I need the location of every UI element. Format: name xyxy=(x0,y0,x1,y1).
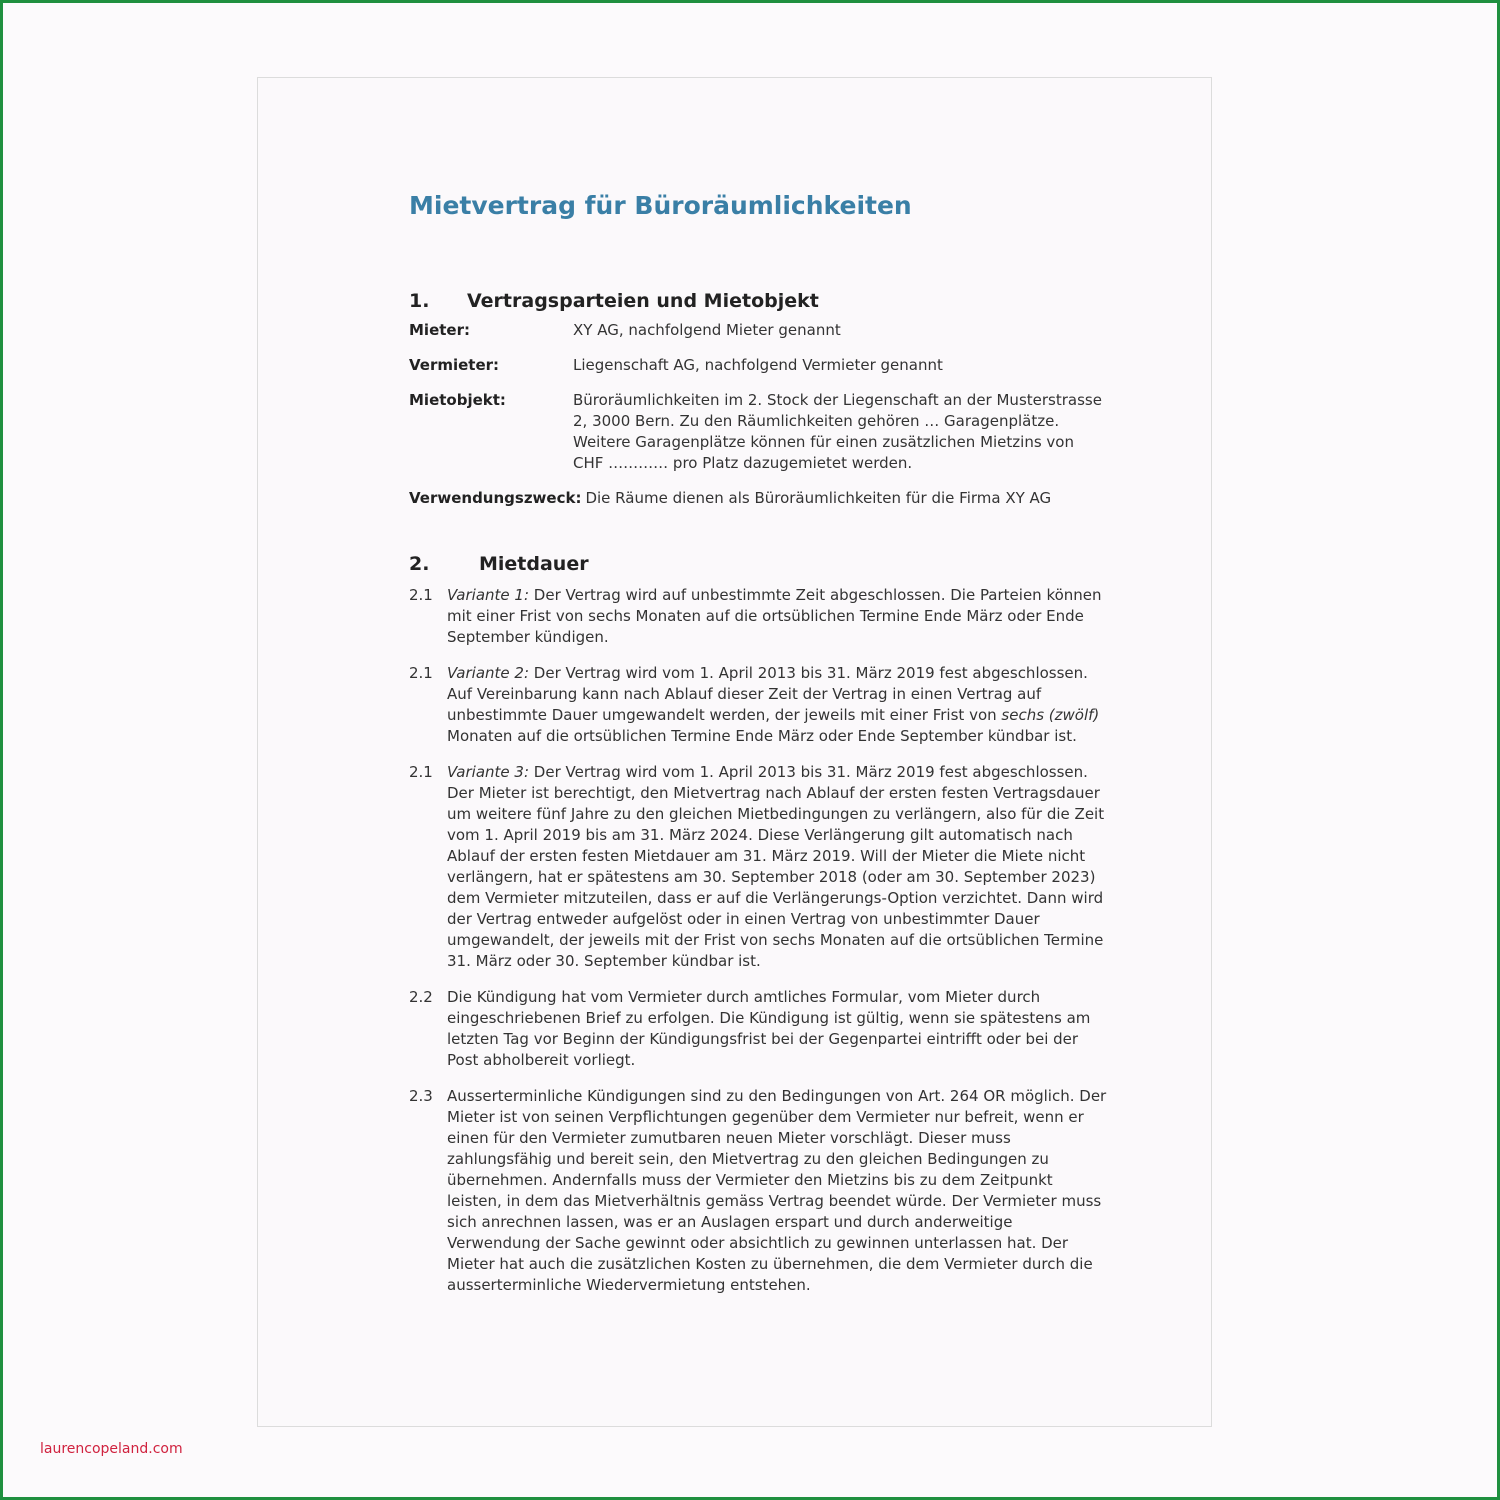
field-verwendungszweck xyxy=(409,488,1109,509)
document-title: Mietvertrag für Büroräumlichkeiten xyxy=(409,191,912,220)
variant-label: Variante 2: xyxy=(447,664,530,682)
clause-number: 2.3 xyxy=(409,1087,433,1105)
field-label: Mietobjekt: xyxy=(409,391,506,409)
watermark-text: laurencopeland.com xyxy=(40,1441,183,1457)
clause-text: Ausserterminliche Kündigungen sind zu den Bedingungen von Art. 264 OR möglich. Der Mieter ist von seinen Verpflichtungen gegenüber dem Vermieter nur befreit, wenn er einen für den Vermieter zumutbaren neuen Mieter vorschlägt. Dieser muss zahlungsfähig und bereit sein, den Mietvertrag zu den gleichen Bedingungen zu übernehmen. Andernfalls muss der Vermieter den Mietzins bis zu dem Zeitpunkt leisten, in dem das Mietverhältnis gemäss Vertrag beendet würde. Der Vermieter muss sich anrechnen lassen, was er an Auslagen erspart und durch anderweitige Verwendung der Sache gewinnt oder absichtlich zu gewinnen unterlassen hat. Der Mieter hat auch die zusätzlichen Kosten zu übernehmen, die dem Vermieter durch die ausserterminliche Wiedervermietung entstehen. xyxy=(447,1087,1107,1294)
clause-number: 2.2 xyxy=(409,988,433,1006)
clause-2-1-variant-3 xyxy=(409,762,1109,972)
section-number: 1. xyxy=(409,290,430,312)
field-value: Büroräumlichkeiten im 2. Stock der Liegenschaft an der Musterstrasse 2, 3000 Bern. Zu den Räumlichkeiten gehören … Garagenplätze. Weitere Garagenplätze können für einen zusätzlichen Mietzins von CHF ………… pro Platz dazugemietet werden. xyxy=(573,391,1102,472)
field-mieter xyxy=(409,320,1109,341)
section-heading-2 xyxy=(409,551,1109,577)
variant-label: Variante 3: xyxy=(447,763,530,781)
clause-2-3 xyxy=(409,1086,1109,1296)
variant-label: Variante 1: xyxy=(447,586,530,604)
emphasis-text: sechs (zwölf) xyxy=(1001,706,1100,724)
field-label: Mieter: xyxy=(409,321,470,339)
field-vermieter xyxy=(409,355,1109,376)
document-content xyxy=(409,188,1109,1296)
clause-body-end: Monaten auf die ortsüblichen Termine Ende März oder Ende September kündbar ist. xyxy=(447,727,1077,745)
clause-number: 2.1 xyxy=(409,664,433,682)
field-label: Verwendungszweck: xyxy=(409,489,582,507)
clause-number: 2.1 xyxy=(409,763,433,781)
field-value: Die Räume dienen als Büroräumlichkeiten für die Firma XY AG xyxy=(585,489,1052,507)
clause-body: Der Vertrag wird auf unbestimmte Zeit abgeschlossen. Die Parteien können mit einer Frist von sechs Monaten auf die ortsüblichen Termine Ende März oder Ende September kündigen. xyxy=(447,586,1102,646)
section-number: 2. xyxy=(409,553,430,575)
document-page xyxy=(257,77,1212,1427)
field-value: Liegenschaft AG, nachfolgend Vermieter genannt xyxy=(573,356,943,374)
clause-number: 2.1 xyxy=(409,586,433,604)
clause-text xyxy=(447,762,1109,972)
clause-2-2 xyxy=(409,987,1109,1071)
clause-body: Der Vertrag wird vom 1. April 2013 bis 31. März 2019 fest abgeschlossen. Auf Vereinbarung kann nach Ablauf dieser Zeit der Vertrag in einen Vertrag auf unbestimmte Dauer umgewandelt werden, der jeweils mit einer Frist von xyxy=(447,664,1088,724)
clause-body: Der Vertrag wird vom 1. April 2013 bis 31. März 2019 fest abgeschlossen. Der Mieter ist berechtigt, den Mietvertrag nach Ablauf der ersten festen Vertragsdauer um weitere fünf Jahre zu den gleichen Mietbedingungen zu verlängern, also für die Zeit vom 1. April 2019 bis am 31. März 2024. Diese Verlängerung gilt automatisch nach Ablauf der ersten festen Mietdauer am 31. März 2019. Will der Mieter die Miete nicht verlängern, hat er spätestens am 30. September 2018 (oder am 30. September 2023) dem Vermieter mitzuteilen, dass er auf die Verlängerungs-Option verzichtet. Dann wird der Vertrag entweder aufgelöst oder in einen Vertrag von unbestimmter Dauer umgewandelt, der jeweils mit der Frist von sechs Monaten auf die ortsüblichen Termine 31. März oder 30. September kündbar ist. xyxy=(447,763,1105,970)
section-heading-1 xyxy=(409,288,1109,314)
clause-text xyxy=(447,663,1109,747)
clause-text: Die Kündigung hat vom Vermieter durch amtliches Formular, vom Mieter durch eingeschriebenen Brief zu erfolgen. Die Kündigung ist gültig, wenn sie spätestens am letzten Tag vor Beginn der Kündigungsfrist bei der Gegenpartei eintrifft oder bei der Post abholbereit vorliegt. xyxy=(447,988,1091,1069)
field-mietobjekt xyxy=(409,390,1109,474)
clause-2-1-variant-2 xyxy=(409,663,1109,747)
clause-2-1-variant-1 xyxy=(409,585,1109,648)
section-title: Vertragsparteien und Mietobjekt xyxy=(467,290,819,312)
section-title: Mietdauer xyxy=(479,553,589,575)
clause-text xyxy=(447,585,1109,648)
field-value: XY AG, nachfolgend Mieter genannt xyxy=(573,321,841,339)
field-label: Vermieter: xyxy=(409,356,500,374)
